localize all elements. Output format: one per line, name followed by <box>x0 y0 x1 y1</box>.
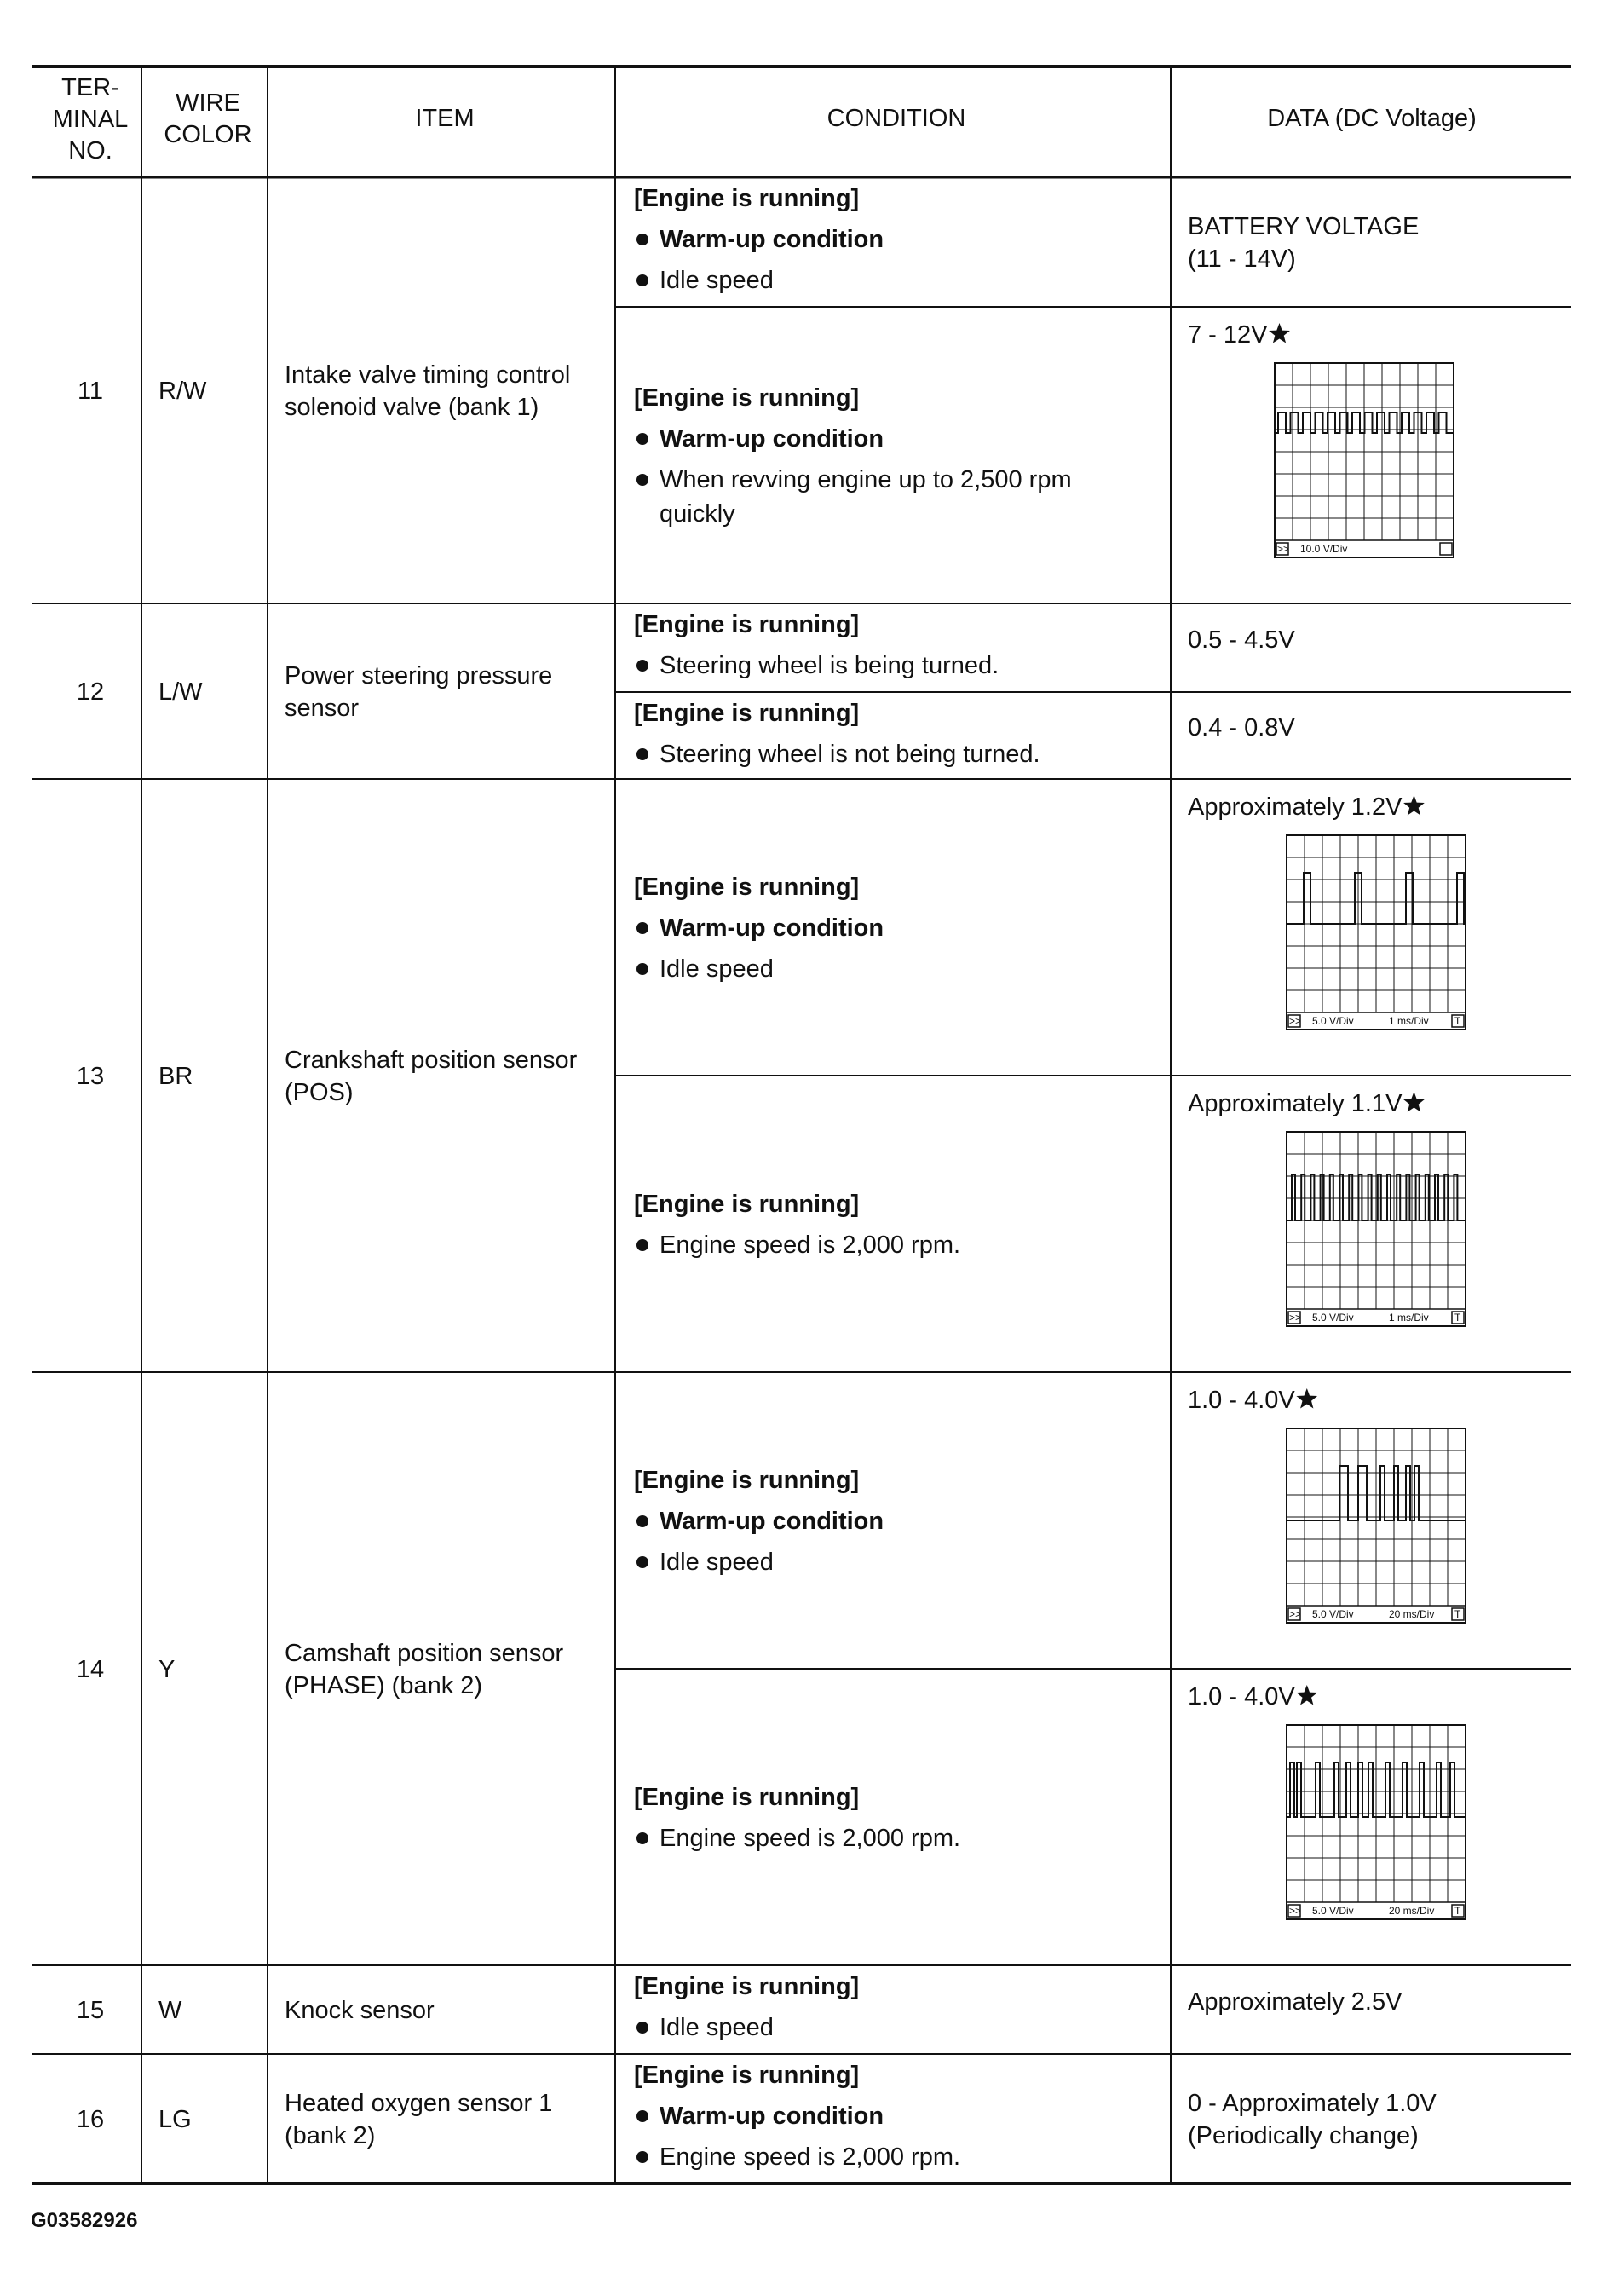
condition-text: [Engine is running] <box>634 2062 860 2089</box>
star-icon <box>1403 795 1425 816</box>
item-name: solenoid valve (bank 1) <box>285 394 539 421</box>
condition-subrow <box>634 1090 1466 1326</box>
data-cell <box>1188 1683 1466 1919</box>
condition-text: Warm-up condition <box>660 2103 884 2130</box>
condition-text: Steering wheel is being turned. <box>660 652 999 679</box>
scope-volts-per-div: 5.0 V/Div <box>1312 1608 1354 1620</box>
bullet-icon <box>636 2110 648 2122</box>
data-value: Approximately 1.2V <box>1188 793 1403 821</box>
condition-text: [Engine is running] <box>634 700 860 727</box>
bullet-icon <box>636 234 648 245</box>
bullet-icon <box>636 474 648 486</box>
condition-text: Idle speed <box>660 2014 774 2041</box>
condition-text: Warm-up condition <box>660 914 884 942</box>
data-value: Approximately 1.1V <box>1188 1090 1403 1117</box>
bullet-icon <box>636 2151 648 2163</box>
table-row <box>78 185 1454 557</box>
scope-volts-per-div: 5.0 V/Div <box>1312 1015 1354 1027</box>
condition-text: Engine speed is 2,000 rpm. <box>660 2143 961 2171</box>
data-value: 0.4 - 0.8V <box>1188 714 1295 741</box>
condition-text: [Engine is running] <box>634 1191 860 1218</box>
bullet-icon <box>636 660 648 672</box>
condition-text: Warm-up condition <box>660 226 884 253</box>
item-name: (POS) <box>285 1079 354 1106</box>
condition-text: Idle speed <box>660 955 774 983</box>
scope-prefix: >> <box>1277 543 1290 555</box>
header-terminal-no: NO. <box>68 137 112 164</box>
oscilloscope-trace <box>1287 1725 1466 1919</box>
condition-text: [Engine is running] <box>634 1973 860 2000</box>
condition-subrow <box>634 1387 1466 1623</box>
scope-volts-per-div: 5.0 V/Div <box>1312 1312 1354 1324</box>
table-header <box>53 74 1477 164</box>
scope-volts-per-div: 5.0 V/Div <box>1312 1905 1354 1917</box>
scope-trigger-mark: T <box>1454 1905 1461 1917</box>
condition-text: Engine speed is 2,000 rpm. <box>660 1232 961 1259</box>
scope-trigger-mark: T <box>1454 1608 1461 1620</box>
condition-text: Idle speed <box>660 267 774 294</box>
item-name: (PHASE) (bank 2) <box>285 1672 483 1699</box>
scope-time-per-div: 20 ms/Div <box>1389 1905 1435 1917</box>
data-cell <box>1188 1988 1403 2016</box>
terminal-number: 14 <box>76 1656 105 1683</box>
condition-text: Warm-up condition <box>660 425 884 453</box>
condition-subrow <box>634 793 1466 1030</box>
bullet-icon <box>636 1239 648 1251</box>
item-name: Heated oxygen sensor 1 <box>285 2090 553 2117</box>
condition-text: Idle speed <box>660 1549 774 1576</box>
header-wire-color: WIRE <box>176 89 240 117</box>
bullet-icon <box>636 748 648 760</box>
scope-prefix: >> <box>1289 1312 1302 1324</box>
terminal-number: 12 <box>76 678 105 706</box>
wire-color: LG <box>158 2106 192 2133</box>
scope-time-per-div: 20 ms/Div <box>1389 1608 1435 1620</box>
condition-text: [Engine is running] <box>634 1784 860 1811</box>
condition-text: [Engine is running] <box>634 1467 860 1494</box>
item-name: sensor <box>285 695 360 722</box>
header-wire-color: COLOR <box>164 121 252 148</box>
data-value: 0 - Approximately 1.0V <box>1188 2090 1437 2117</box>
data-value: 7 - 12V <box>1188 321 1268 349</box>
condition-subrow <box>634 611 1295 679</box>
oscilloscope-trace <box>1275 363 1454 557</box>
scope-trigger-mark: T <box>1454 1015 1461 1027</box>
table-row <box>77 2062 1437 2171</box>
star-icon <box>1296 1685 1317 1705</box>
bullet-icon <box>636 1515 648 1527</box>
condition-text: Warm-up condition <box>660 1508 884 1535</box>
table-row <box>77 611 1296 768</box>
wire-color: W <box>158 1997 182 2024</box>
scope-volts-per-div: 10.0 V/Div <box>1300 543 1348 555</box>
condition-text: Engine speed is 2,000 rpm. <box>660 1825 961 1852</box>
header-data: DATA (DC Voltage) <box>1267 105 1477 132</box>
header-item: ITEM <box>415 105 475 132</box>
condition-text: Steering wheel is not being turned. <box>660 741 1040 768</box>
bullet-icon <box>636 433 648 445</box>
condition-text: quickly <box>660 500 735 528</box>
condition-text: [Engine is running] <box>634 185 860 212</box>
header-condition: CONDITION <box>827 105 966 132</box>
data-cell <box>1188 793 1466 1030</box>
data-value: 1.0 - 4.0V <box>1188 1683 1295 1710</box>
condition-subrow <box>634 2062 1437 2171</box>
bullet-icon <box>636 922 648 934</box>
condition-subrow <box>634 321 1454 557</box>
data-cell <box>1188 714 1295 741</box>
data-value: (Periodically change) <box>1188 2122 1419 2149</box>
condition-subrow <box>634 1973 1403 2041</box>
oscilloscope-trace <box>1287 835 1466 1030</box>
terminal-number: 16 <box>76 2106 105 2133</box>
scope-prefix: >> <box>1289 1015 1302 1027</box>
terminal-number: 11 <box>77 378 104 405</box>
wire-color: L/W <box>158 678 203 706</box>
condition-text: [Engine is running] <box>634 611 860 638</box>
item-name: Power steering pressure <box>285 662 553 689</box>
table-row <box>77 1387 1466 1919</box>
data-value: (11 - 14V) <box>1188 245 1296 273</box>
data-cell <box>1188 1090 1466 1326</box>
item-name: Intake valve timing control <box>285 361 571 389</box>
star-icon <box>1269 323 1290 343</box>
condition-subrow <box>634 1683 1466 1919</box>
terminal-number: 13 <box>76 1063 105 1090</box>
item-name: Crankshaft position sensor <box>285 1047 578 1074</box>
condition-subrow <box>634 185 1419 294</box>
condition-subrow <box>634 700 1295 768</box>
data-value: BATTERY VOLTAGE <box>1188 213 1420 240</box>
item-name: (bank 2) <box>285 2122 376 2149</box>
data-value: Approximately 2.5V <box>1188 1988 1403 2016</box>
data-cell <box>1188 213 1419 273</box>
scope-time-per-div: 1 ms/Div <box>1389 1312 1429 1324</box>
wire-color: Y <box>158 1656 176 1683</box>
bullet-icon <box>636 1832 648 1844</box>
data-value: 1.0 - 4.0V <box>1188 1387 1295 1414</box>
table-row <box>77 793 1466 1326</box>
terminal-number: 15 <box>76 1997 105 2024</box>
wire-color: R/W <box>158 378 207 405</box>
data-value: 0.5 - 4.5V <box>1188 626 1295 654</box>
table-row <box>77 1973 1403 2041</box>
condition-text: When revving engine up to 2,500 rpm <box>660 466 1072 493</box>
scope-prefix: >> <box>1289 1608 1302 1620</box>
oscilloscope-trace <box>1287 1132 1466 1326</box>
bullet-icon <box>636 274 648 286</box>
condition-text: [Engine is running] <box>634 384 860 412</box>
header-terminal-no: MINAL <box>52 106 129 133</box>
document-id: G03582926 <box>31 2209 138 2232</box>
bullet-icon <box>636 963 648 975</box>
star-icon <box>1403 1092 1425 1112</box>
scope-prefix: >> <box>1289 1905 1302 1917</box>
data-cell <box>1188 321 1454 557</box>
star-icon <box>1296 1388 1317 1409</box>
item-name: Knock sensor <box>285 1997 435 2024</box>
scope-trigger-mark: T <box>1454 1312 1461 1324</box>
data-cell <box>1188 626 1295 654</box>
bullet-icon <box>636 1556 648 1568</box>
item-name: Camshaft position sensor <box>285 1640 564 1667</box>
oscilloscope-trace <box>1287 1428 1466 1623</box>
data-cell <box>1188 1387 1466 1623</box>
header-terminal-no: TER- <box>61 74 119 101</box>
data-cell <box>1188 2090 1437 2149</box>
bullet-icon <box>636 2022 648 2034</box>
condition-text: [Engine is running] <box>634 874 860 901</box>
scope-time-per-div: 1 ms/Div <box>1389 1015 1429 1027</box>
wire-color: BR <box>158 1063 193 1090</box>
